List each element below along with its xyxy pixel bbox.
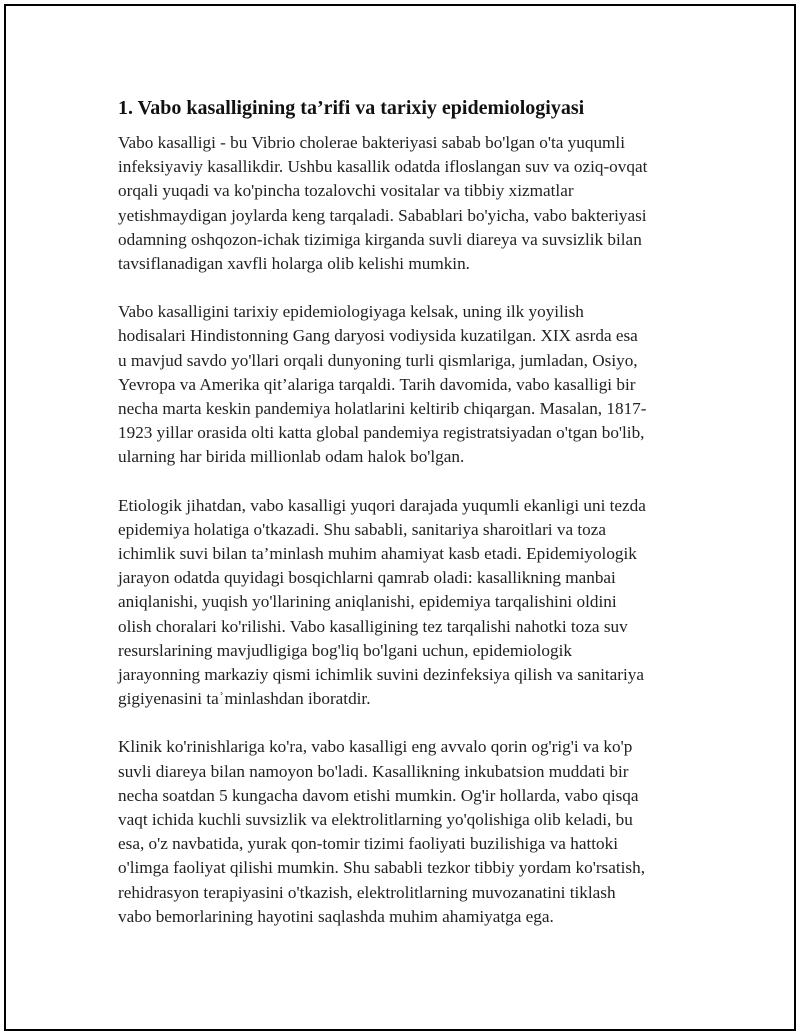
text-line: Etiologik jihatdan, vabo kasalligi yuqori darajada yuqumli ekanligi uni tezda — [118, 495, 646, 515]
text-line: rehidrasyon terapiyasini o'tkazish, elektrolitlarning muvozanatini tiklash — [118, 882, 616, 902]
text-line: aniqlanishi, yuqish yo'llarining aniqlanishi, epidemiya tarqalishini oldini — [118, 592, 617, 612]
text-line: ularning har birida millionlab odam halok bo'lgan. — [118, 447, 465, 467]
text-line: o'limga faoliyat qilishi mumkin. Shu sababli tezkor tibbiy yordam ko'rsatish, — [118, 858, 646, 878]
text-line: Vabo kasalligini tarixiy epidemiologiyaga kelsak, uning ilk yoyilish — [118, 302, 584, 322]
text-line: Yevropa va Amerika qit’alariga tarqaldi. Tarih davomida, vabo kasalligi bir — [118, 374, 636, 394]
text-line: olish choralari ko'rilishi. Vabo kasalligining tez tarqalishi nahotki toza suv — [118, 616, 628, 636]
text-line: jarayonning markaziy qismi ichimlik suvini dezinfeksiya qilish va sanitariya — [118, 665, 645, 685]
text-line: epidemiya holatiga o'tkazadi. Shu sababli, sanitariya sharoitlari va toza — [118, 519, 607, 539]
text-line: u mavjud savdo yo'llari orqali dunyoning turli qismlariga, jumladan, Osiyo, — [118, 350, 638, 370]
text-line: yetishmaydigan joylarda keng tarqaladi. Sabablari bo'yicha, vabo bakteriyasi — [118, 205, 647, 225]
paragraph-etiology — [118, 494, 694, 712]
text-line: necha marta keskin pandemiya holatlarini keltirib chiqargan. Masalan, 1817- — [118, 399, 647, 419]
text-line: vaqt ichida kuchli suvsizlik va elektrolitlarning yo'qolishiga olib keladi, bu — [118, 810, 633, 830]
section-heading: 1. Vabo kasalligining ta’rifi va tarixiy epidemiologiyasi — [118, 97, 585, 119]
text-line: orqali yuqadi va ko'pincha tozalovchi vositalar va tibbiy xizmatlar — [118, 181, 574, 201]
paragraph-clinical — [118, 735, 694, 929]
text-line: suvli diareya bilan namoyon bo'ladi. Kasallikning inkubatsion muddati bir — [118, 761, 629, 781]
text-line: Vabo kasalligi - bu Vibrio cholerae bakteriyasi sabab bo'lgan o'ta yuqumli — [118, 133, 625, 152]
text-line: jarayon odatda quyidagi bosqichlarni qamrab oladi: kasallikning manbai — [118, 568, 616, 588]
text-line: Klinik ko'rinishlariga ko'ra, vabo kasalligi eng avvalo qorin og'rig'i va ko'p — [118, 737, 633, 757]
text-line: ichimlik suvi bilan ta’minlash muhim ahamiyat kasb etadi. Epidemiyologik — [118, 544, 637, 564]
document-body — [118, 95, 694, 953]
text-line: 1923 yillar orasida olti katta global pandemiya registratsiyadan o'tgan bo'lib, — [118, 423, 645, 443]
text-line: gigiyenasini taʾminlashdan iboratdir. — [118, 689, 371, 709]
paragraph-history — [118, 300, 694, 469]
paragraph-definition — [118, 131, 694, 276]
text-line: necha soatdan 5 kungacha davom etishi mumkin. Og'ir hollarda, vabo qisqa — [118, 785, 639, 805]
text-line: hodisalari Hindistonning Gang daryosi vodiysida kuzatilgan. XIX asrda esa — [118, 326, 638, 346]
text-line: resurslarining mavjudligiga bog'liq bo'lgani uchun, epidemiologik — [118, 640, 572, 660]
text-line: vabo bemorlarining hayotini saqlashda muhim ahamiyatga ega. — [118, 906, 554, 926]
text-line: infeksiyaviy kasallikdir. Ushbu kasallik odatda ifloslangan suv va oziq-ovqat — [118, 157, 648, 177]
text-line: tavsiflanadigan xavfli holarga olib kelishi mumkin. — [118, 254, 470, 274]
text-line: esa, o'z navbatida, yurak qon-tomir tizimi faoliyati buzilishiga va hattoki — [118, 834, 618, 854]
text-line: odamning oshqozon-ichak tizimiga kirganda suvli diareya va suvsizlik bilan — [118, 229, 642, 249]
